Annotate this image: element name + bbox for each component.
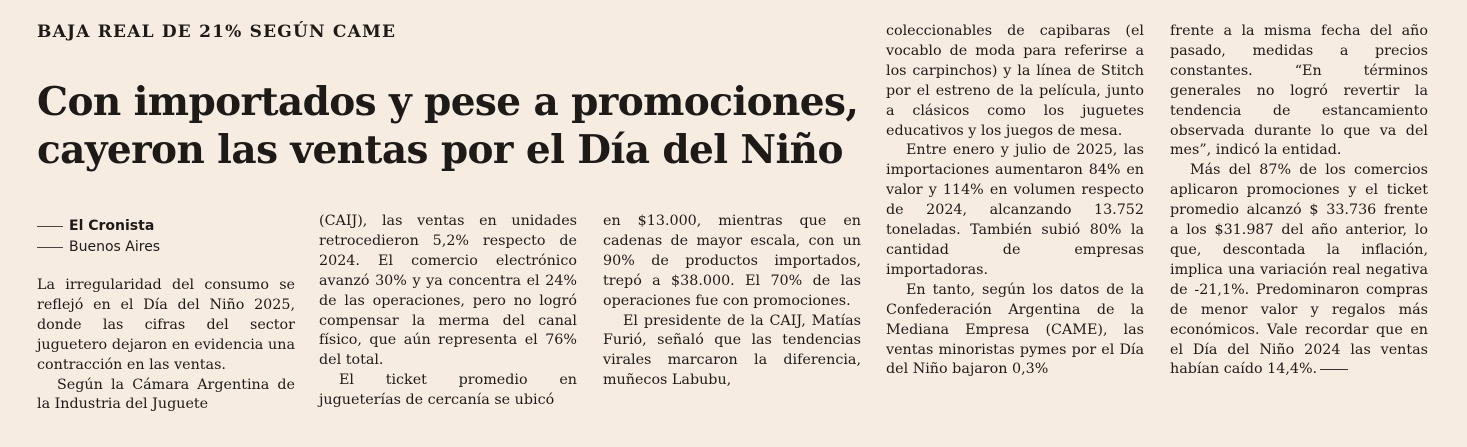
byline [37, 216, 160, 258]
byline-outlet: El Cronista [69, 218, 155, 234]
paragraph: La irregularidad del consumo se reflejó en el Día del Niño 2025, donde las cifras del sector juguetero dejaron en evidencia una contracción en las ventas. [37, 277, 295, 373]
paragraph: En tanto, según los datos de la Confederación Argentina de la Mediana Empresa (CAME), las ventas minoristas pymes por el Día del Niño bajaron 0,3% [886, 281, 1144, 378]
article-column-1 [37, 276, 295, 415]
paragraph: frente a la misma fecha del año pasado, medidas a precios constantes. “En términos generales no logró revertir la tendencia de estancamiento observada durante lo que va del mes”, indicó la entidad. [1170, 23, 1428, 159]
headline-line-2: cayeron las ventas por el Día del Niño [37, 127, 843, 173]
paragraph: Entre enero y julio de 2025, las importaciones aumentaron 84% en valor y 114% en volumen respecto de 2024, alcanzando 13.752 toneladas. También subió 80% la cantidad de empresas importadoras. [886, 142, 1144, 278]
paragraph: El presidente de la CAIJ, Matías Furió, señaló que las tendencias virales marcaron la diferencia, muñecos Labubu, [603, 312, 861, 389]
article-kicker: BAJA REAL DE 21% SEGÚN CAME [37, 22, 397, 42]
paragraph-final-text: Más del 87% de los comercios aplicaron promociones y el ticket promedio alcanzó $ 33.736 frente a los $31.987 del año anterior, lo que, descontada la inflación, implica una variación real negativa de -21,1%. Predominaron compras de menor valor y regalos más económicos. Vale recordar que en el Día del Niño 2024 las ventas habían caído 14,4%. [1170, 162, 1428, 378]
byline-rule [37, 226, 63, 227]
article-column-4 [886, 22, 1144, 380]
article-column-5 [1170, 22, 1428, 380]
paragraph: El ticket promedio en jugueterías de cercanía se ubicó [319, 372, 577, 409]
headline-line-1: Con importados y pese a promociones, [37, 79, 859, 125]
paragraph: (CAIJ), las ventas en unidades retrocedieron 5,2% respecto de 2024. El comercio electrónico avanzó 30% y ya concentra el 24% de las operaciones, pero no logró compensar la merma del canal físico, que aún representa el 76% del total. [319, 213, 577, 369]
article-column-2 [319, 212, 577, 411]
article-column-3 [603, 212, 861, 391]
paragraph: en $13.000, mientras que en cadenas de mayor escala, con un 90% de productos importados, trepó a $38.000. El 70% de las operaciones fue con promociones. [603, 213, 861, 309]
paragraph-final [1170, 161, 1428, 380]
paragraph: Según la Cámara Argentina de la Industria del Juguete [37, 376, 295, 413]
paragraph: coleccionables de capibaras (el vocablo de moda para referirse a los carpinchos) y la línea de Stitch por el estreno de la película, junto a clásicos como los juguetes educativos y los juegos de mesa. [886, 23, 1144, 139]
end-mark-rule [1320, 369, 1348, 370]
article-headline [37, 78, 859, 174]
byline-location: Buenos Aires [69, 239, 161, 255]
byline-rule [37, 247, 63, 248]
